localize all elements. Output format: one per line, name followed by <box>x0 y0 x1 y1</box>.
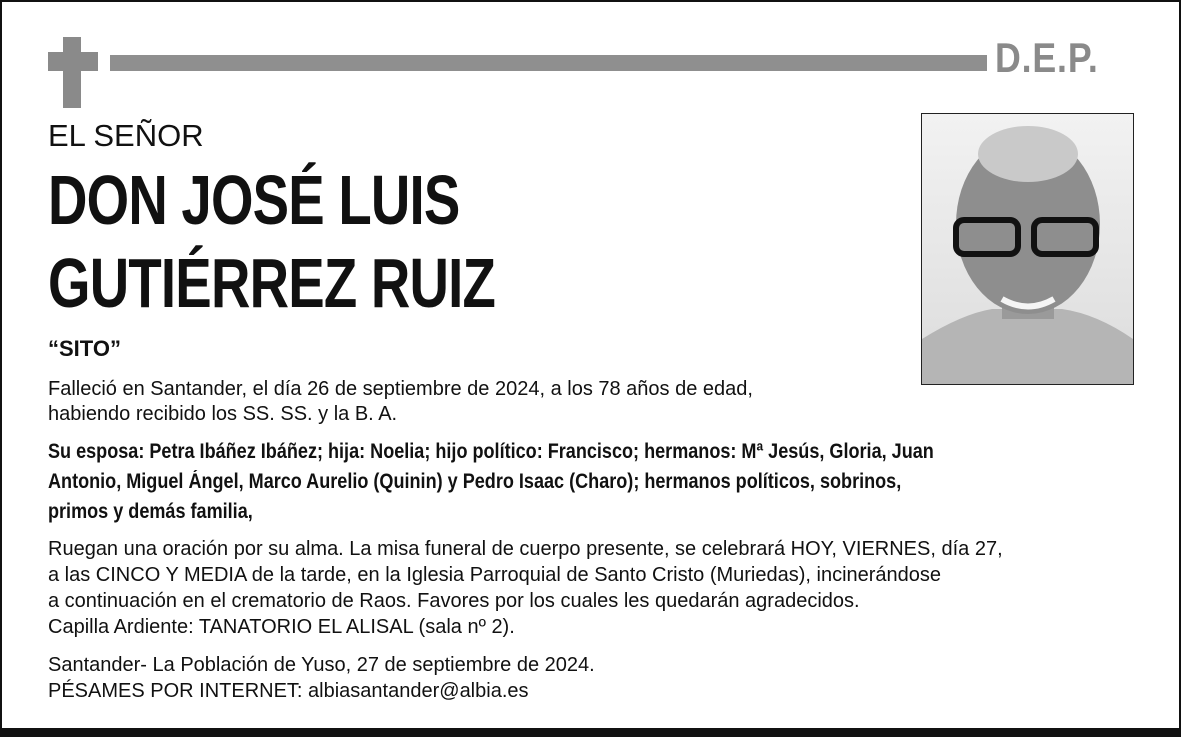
service-line: a las CINCO Y MEDIA de la tarde, en la Iglesia Parroquial de Santo Cristo (Muriedas), incinerándose <box>48 564 942 586</box>
death-notice-line: Falleció en Santander, el día 26 de septiembre de 2024, a los 78 años de edad, <box>48 378 753 400</box>
cross-icon <box>63 37 81 108</box>
nickname: “SITO” <box>48 336 121 361</box>
header-rule <box>110 55 987 71</box>
service-line: Ruegan una oración por su alma. La misa funeral de cuerpo presente, se celebrará HOY, VIERNES, día 27, <box>48 538 1003 560</box>
place-date-line: Santander- La Población de Yuso, 27 de septiembre de 2024. <box>48 654 595 676</box>
service-line: a continuación en el crematorio de Raos. Favores por los cuales les quedarán agradecidos. <box>48 590 860 612</box>
title-label: EL SEÑOR <box>48 118 204 153</box>
chapel-line: Capilla Ardiente: TANATORIO EL ALISAL (sala nº 2). <box>48 616 515 638</box>
death-notice-line: habiendo recibido los SS. SS. y la B. A. <box>48 403 398 425</box>
family-line: Antonio, Miguel Ángel, Marco Aurelio (Quinin) y Pedro Isaac (Charo); hermanos políticos, sobrinos, <box>48 470 902 493</box>
deceased-name-line1: DON JOSÉ LUIS <box>48 161 460 239</box>
condolences-line: PÉSAMES POR INTERNET: albiasantander@albia.es <box>48 680 529 702</box>
dep-label: D.E.P. <box>995 34 1099 81</box>
portrait-icon <box>922 114 1133 384</box>
family-line: primos y demás familia, <box>48 500 253 523</box>
cross-icon-arm <box>48 52 98 71</box>
deceased-name-line2: GUTIÉRREZ RUIZ <box>48 244 496 322</box>
deceased-photo <box>921 113 1134 385</box>
bottom-border <box>0 728 1181 737</box>
family-line: Su esposa: Petra Ibáñez Ibáñez; hija: Noelia; hijo político: Francisco; hermanos: Mª Jesús, Gloria, Juan <box>48 440 934 463</box>
